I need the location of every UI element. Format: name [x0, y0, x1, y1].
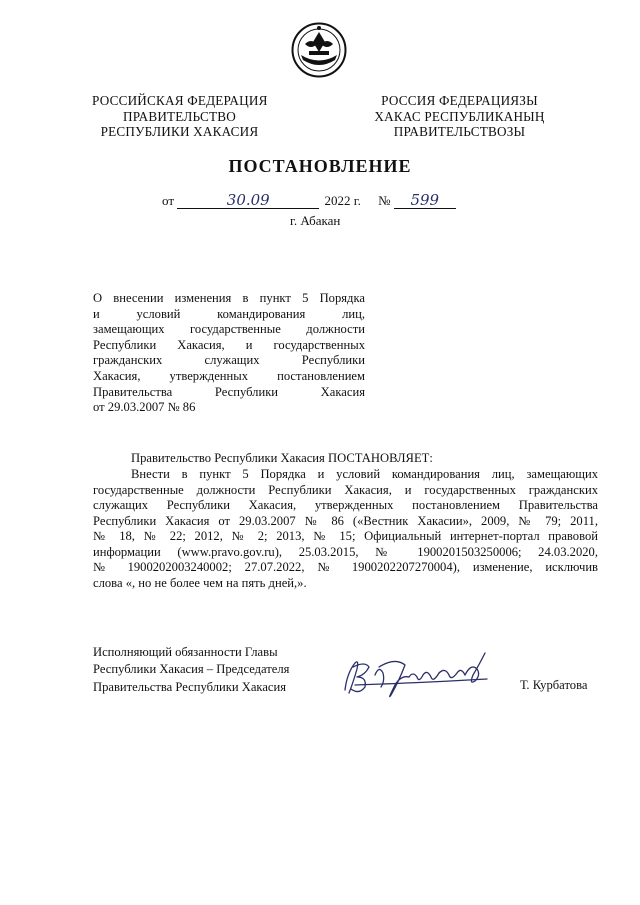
header-left-block: [92, 93, 267, 140]
signatory-title: [93, 644, 289, 696]
signatory-title-line: Правительства Республики Хакасия: [93, 679, 287, 694]
body-lead: Правительство Республики Хакасия ПОСТАНОВЛЯЕТ:: [131, 451, 433, 465]
body-line: Республики Хакасия от 29.03.2007 № 86 («Вестник Хакасии», 2009, № 79; 2011,: [93, 513, 598, 528]
signatory-title-line: Республики Хакасия – Председателя: [93, 662, 290, 677]
city-label: г. Абакан: [290, 213, 341, 228]
subject-line: Республики Хакасия, и государственных: [93, 337, 365, 352]
signatory-name: Т. Курбатова: [520, 678, 588, 692]
subject-line: Хакасия, утвержденных постановлением: [93, 368, 365, 383]
number-handwritten: 599: [410, 191, 440, 209]
date-field: [177, 193, 319, 209]
header-right-line: ХАКАС РЕСПУБЛИКАНЫҢ: [374, 108, 545, 124]
body-paragraph: [93, 467, 598, 591]
subject-line: О внесении изменения в пункт 5 Порядка: [93, 291, 365, 305]
body-line: слова «, но не более чем на пять дней,».: [93, 575, 307, 590]
body-line: № 18, № 22; 2012, № 2; 2013, № 15; Официальный интернет-портал правовой: [93, 529, 598, 543]
year-label: 2022 г.: [324, 193, 361, 208]
handwritten-signature: [335, 645, 505, 705]
signatory-title-line: Исполняющий обязанности Главы: [93, 645, 278, 659]
subject-line: замещающих государственные должности: [93, 322, 365, 337]
header-right-block: [372, 93, 547, 140]
subject-line: от 29.03.2007 № 86: [93, 400, 196, 415]
subject-block: [93, 291, 365, 416]
header-left-line: РЕСПУБЛИКИ ХАКАСИЯ: [100, 124, 259, 139]
body-line: № 1900202003240002; 27.07.2022, № 1900202207270004), изменение, исключив: [93, 560, 598, 574]
date-prefix: от: [162, 193, 175, 208]
date-number-line: [162, 193, 456, 209]
coat-of-arms-emblem: [291, 22, 347, 78]
subject-line: Правительства Республики Хакасия: [93, 384, 365, 399]
body-line: информации (www.pravo.gov.ru), 25.03.2015, № 1900201503250006; 24.03.2020,: [93, 544, 598, 559]
number-field: [394, 193, 456, 209]
subject-line: и условий командирования лиц,: [93, 306, 365, 321]
document-title: ПОСТАНОВЛЕНИЕ: [228, 156, 412, 176]
header-left-line: РОССИЙСКАЯ ФЕДЕРАЦИЯ: [92, 93, 268, 108]
body-line: служащих Республики Хакасия, утвержденных постановлением Правительства: [93, 498, 598, 512]
subject-line: гражданских служащих Республики: [93, 353, 365, 368]
header-right-line: ПРАВИТЕЛЬСТВОЗЫ: [393, 124, 526, 139]
date-handwritten: 30.09: [226, 191, 270, 209]
header-right-line: РОССИЯ ФЕДЕРАЦИЯЗЫ: [381, 93, 538, 108]
number-sign: №: [378, 193, 391, 208]
body-line: государственные должности Республики Хакасия, и государственных гражданских: [93, 482, 598, 497]
header-left-line: ПРАВИТЕЛЬСТВО: [123, 108, 236, 124]
body-line: Внести в пункт 5 Порядка и условий командирования лиц, замещающих: [131, 467, 598, 481]
